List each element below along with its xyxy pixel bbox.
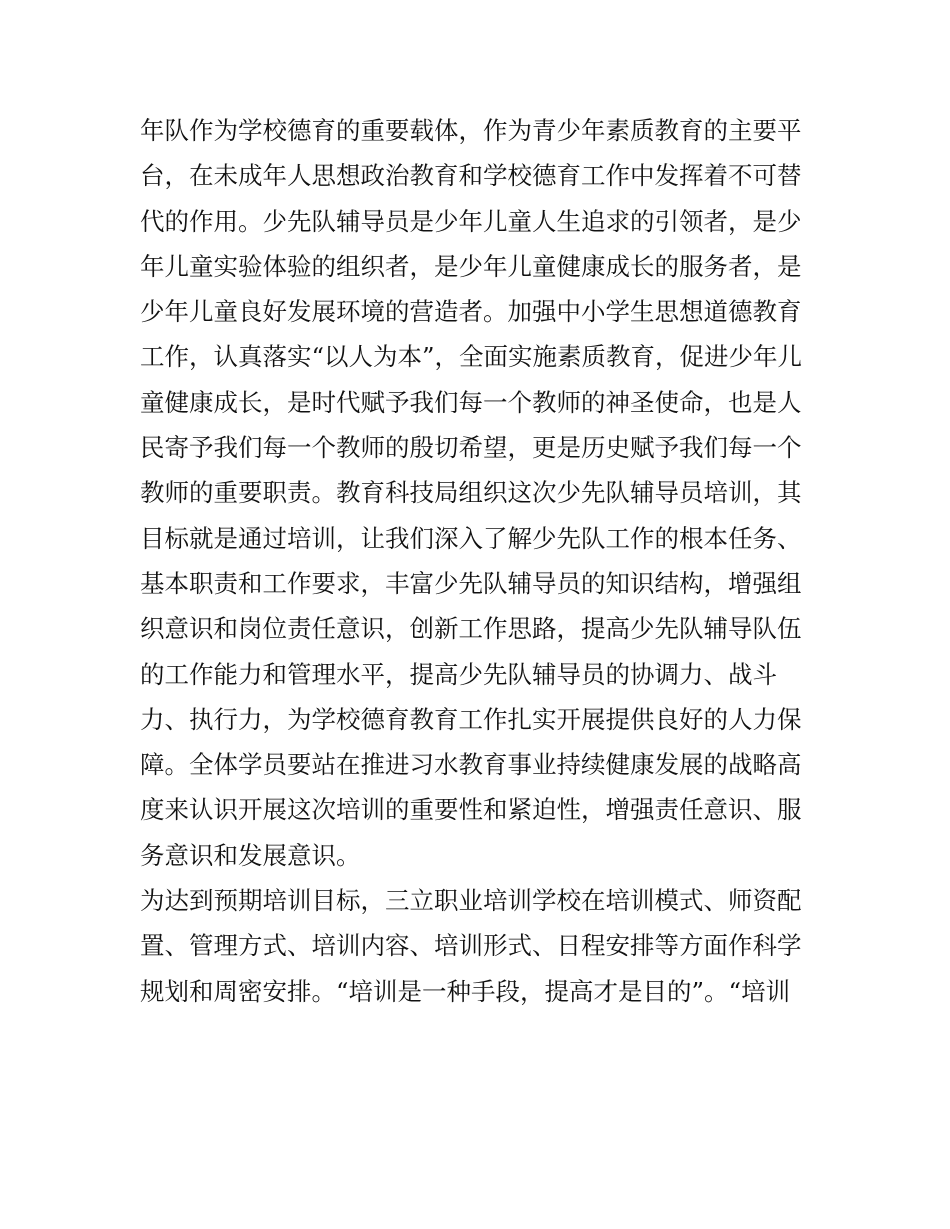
text-line: 目标就是通过培训，让我们深入了解少先队工作的根本任务、 bbox=[140, 523, 802, 553]
text-line: 民寄予我们每一个教师的殷切希望，更是历史赋予我们每一个 bbox=[140, 433, 802, 463]
text-line: 年队作为学校德育的重要载体，作为青少年素质教育的主要平 bbox=[140, 116, 802, 145]
text-line: 务意识和发展意识。 bbox=[140, 840, 361, 870]
text-line: 的工作能力和管理水平，提高少先队辅导员的协调力、战斗 bbox=[140, 659, 777, 689]
text-line: 童健康成长，是时代赋予我们每一个教师的神圣使命，也是人 bbox=[140, 387, 802, 417]
text-line: 织意识和岗位责任意识，创新工作思路，提高少先队辅导队伍 bbox=[140, 614, 802, 644]
text-line: 置、管理方式、培训内容、培训形式、日程安排等方面作科学 bbox=[140, 931, 802, 961]
text-line: 障。全体学员要站在推进习水教育事业持续健康发展的战略高 bbox=[140, 750, 802, 780]
text-line: 力、执行力，为学校德育教育工作扎实开展提供良好的人力保 bbox=[140, 704, 802, 734]
text-line: 代的作用。少先队辅导员是少年儿童人生追求的引领者，是少 bbox=[140, 206, 802, 236]
text-line: 教师的重要职责。教育科技局组织这次少先队辅导员培训，其 bbox=[140, 478, 802, 508]
text-line: 年儿童实验体验的组织者，是少年儿童健康成长的服务者，是 bbox=[140, 251, 802, 281]
text-line: 基本职责和工作要求，丰富少先队辅导员的知识结构，增强组 bbox=[140, 568, 802, 598]
text-line: 台，在未成年人思想政治教育和学校德育工作中发挥着不可替 bbox=[140, 161, 802, 191]
text-line: 规划和周密安排。“培训是一种手段，提高才是目的”。“培训 bbox=[140, 976, 791, 1006]
text-line: 为达到预期培训目标，三立职业培训学校在培训模式、师资配 bbox=[140, 886, 802, 916]
text-line: 少年儿童良好发展环境的营造者。加强中小学生思想道德教育 bbox=[140, 297, 802, 327]
body-text bbox=[140, 108, 820, 1014]
text-line: 度来认识开展这次培训的重要性和紧迫性，增强责任意识、服 bbox=[140, 795, 802, 825]
text-line: 工作，认真落实“以人为本”，全面实施素质教育，促进少年儿 bbox=[140, 342, 803, 372]
